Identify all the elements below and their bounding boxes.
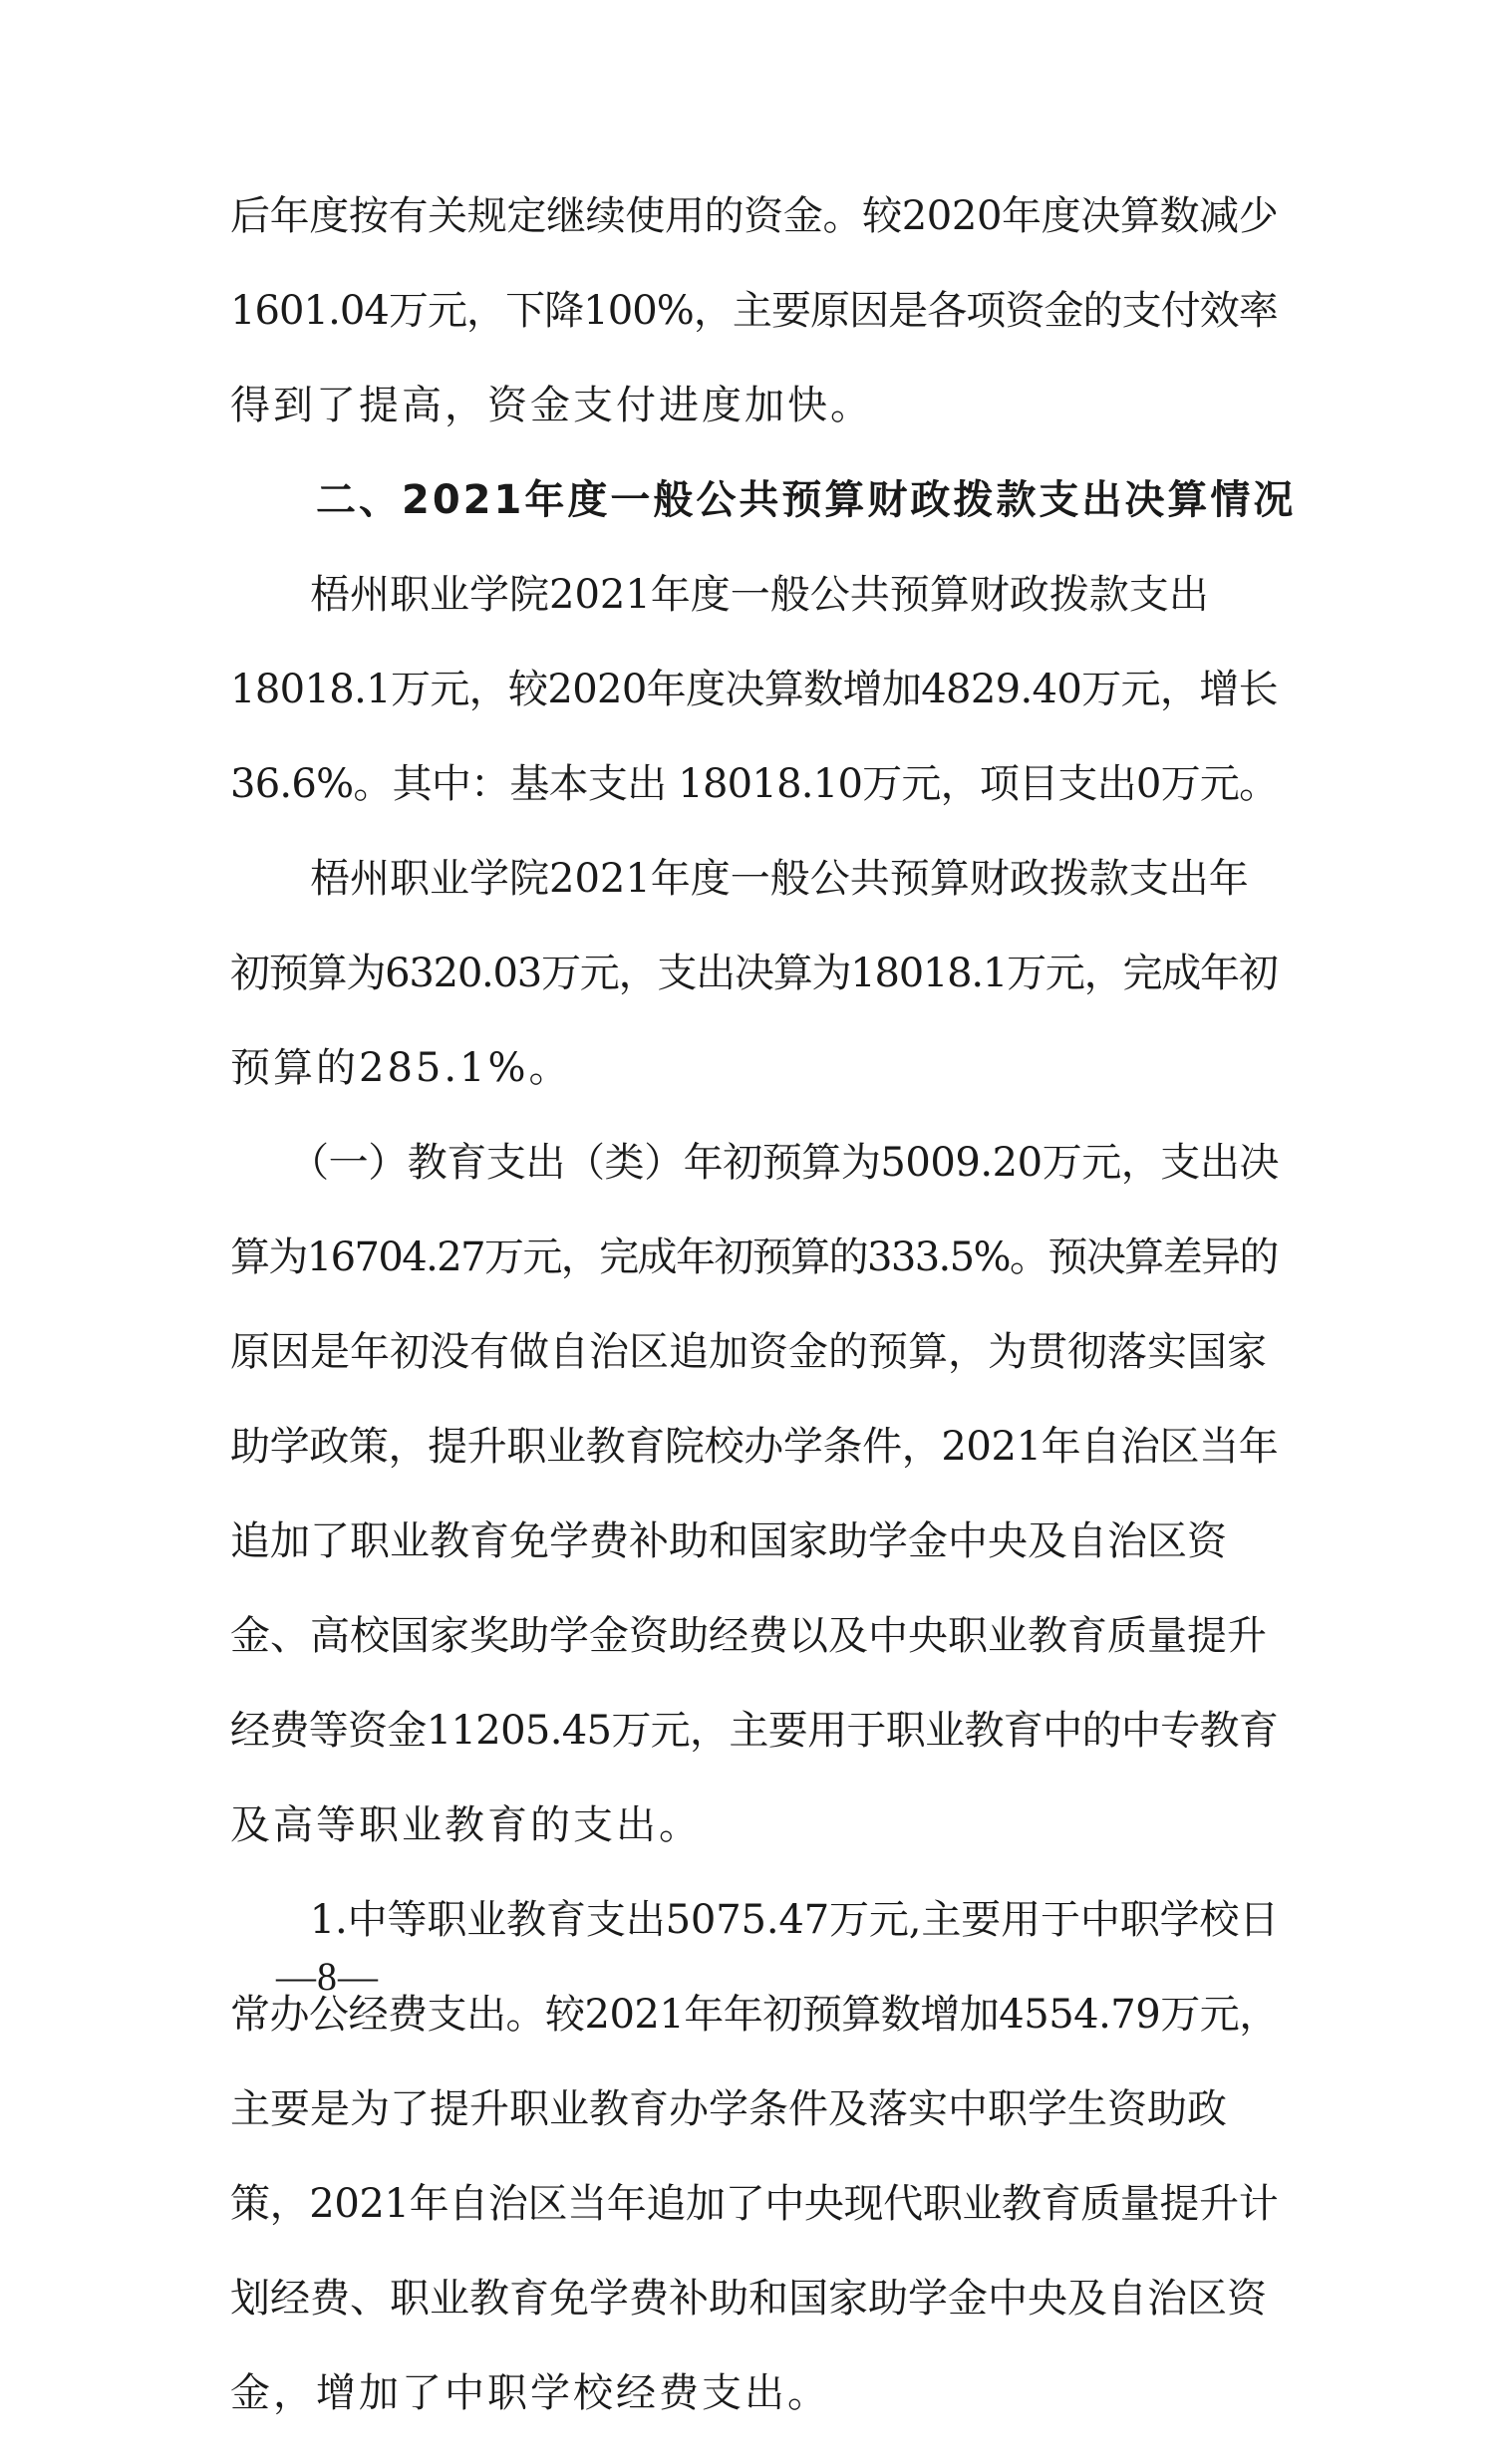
text-line: 18018.1万元，较2020年度决算数增加4829.40万元，增长 [230,667,1278,712]
section-heading [230,476,1297,524]
text-line: 预算的285.1%。 [230,1045,572,1091]
page-number: —8— [276,1954,379,1999]
paragraph [230,1896,1279,2417]
text-line: 36.6%。其中：基本支出 18018.10万元，项目支出0万元。 [230,761,1279,807]
paragraph [230,571,1279,808]
document-body [230,192,1297,2464]
text-line: 追加了职业教育免学费补助和国家助学金中央及自治区资 [230,1518,1227,1564]
text-line: 划经费、职业教育免学费补助和国家助学金中央及自治区资 [230,2276,1267,2322]
text-line: 金、高校国家奖助学金资助经费以及中央职业教育质量提升 [230,1613,1267,1659]
text-line: 金，增加了中职学校经费支出。 [230,2370,830,2416]
text-line: 后年度按有关规定继续使用的资金。较2020年度决算数减少 [230,193,1279,239]
text-line: 助学政策，提升职业教育院校办学条件，2021年自治区当年 [230,1424,1279,1470]
text-line: 1.中等职业教育支出5075.47万元,主要用于中职学校日 [230,1897,1280,1943]
text-line: 策，2021年自治区当年追加了中央现代职业教育质量提升计 [230,2181,1279,2227]
text-line: 经费等资金11205.45万元，主要用于职业教育中的中专教育 [230,1708,1279,1754]
text-line: （一）教育支出（类）年初预算为5009.20万元，支出决 [230,1140,1279,1186]
text-line: 梧州职业学院2021年度一般公共预算财政拨款支出年 [230,856,1249,902]
text-line: 梧州职业学院2021年度一般公共预算财政拨款支出 [230,572,1209,618]
text-line: 1601.04万元，下降100%，主要原因是各项资金的支付效率 [230,288,1278,334]
text-line: 主要是为了提升职业教育办学条件及落实中职学生资助政 [230,2086,1227,2132]
text-line: 得到了提高，资金支付进度加快。 [230,383,873,428]
text-line: 算为16704.27万元，完成年初预算的333.5%。预决算差异的 [230,1234,1278,1280]
text-line: 初预算为6320.03万元，支出决算为18018.1万元，完成年初 [230,951,1278,996]
paragraph [230,192,1279,429]
paragraph [230,855,1279,1092]
paragraph [230,1139,1279,1849]
text-line: 常办公经费支出。较2021年年初预算数增加4554.79万元， [230,1992,1279,2038]
text-line: 原因是年初没有做自治区追加资金的预算，为贯彻落实国家 [230,1329,1267,1375]
text-line: 二、2021年度一般公共预算财政拨款支出决算情况 [230,477,1297,523]
text-line: 及高等职业教育的支出。 [230,1802,702,1848]
